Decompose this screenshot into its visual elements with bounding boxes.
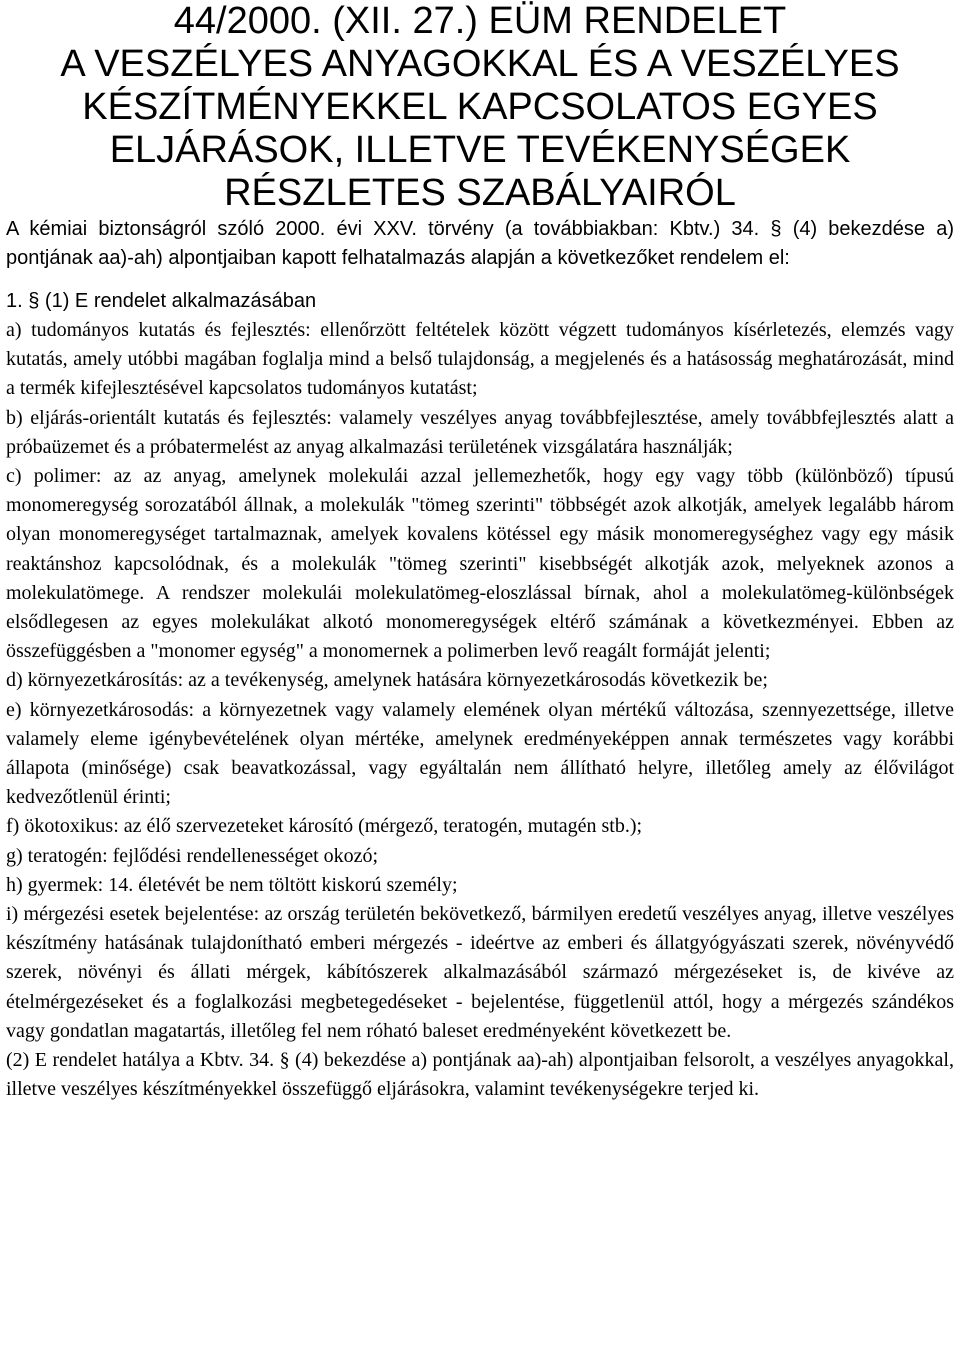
- intro-paragraph: A kémiai biztonságról szóló 2000. évi XXV. törvény (a továbbiakban: Kbtv.) 34. § (4) bekezdése a) pontjának aa)-ah) alpontjaiban kapott felhatalmazás alapján a következőket rendelem el:: [6, 218, 954, 269]
- section-1: [6, 287, 954, 1104]
- definition-item-g: g) teratogén: fejlődési rendellenességet okozó;: [6, 844, 379, 867]
- title-line: KÉSZÍTMÉNYEKKEL KAPCSOLATOS EGYES: [82, 86, 878, 128]
- definition-item-e: e) környezetkárosodás: a környezetnek vagy valamely elemének olyan mértékű változása, szennyezettsége, illetve valamely eleme igénybevételének olyan mértéke, amelynek eredményeképpen annak természetes vagy korábbi állapota (minősége) csak beavatkozással, vagy egyáltalán nem állítható helyre, illetőleg amely az élővilágot kedvezőtlenül érinti;: [6, 698, 954, 809]
- definition-item-c: c) polimer: az az anyag, amelynek molekulái azzal jellemezhetők, hogy egy vagy több (különböző) típusú monomeregység sorozatából állnak, a molekulák "tömeg szerinti" többségét azok alkotják, amelyek legalább három olyan monomeregységet tartalmaznak, amelyek kovalens kötéssel egy másik monomeregységhez vagy egy másik reaktánshoz kapcsolódnak, és a molekulák "tömeg szerinti" kisebbségét alkotják azok, melyeknek azonos a molekulatömege. A rendszer molekulái molekulatömeg-eloszlással bírnak, ahol a molekulatömeg-különbségek elsődlegesen az egyes molekulákat alkotó monomeregységek eltérő számának a következményei. Ebben az összefüggésben a "monomer egység" a monomernek a polimerben levő reagált formáját jelenti;: [6, 465, 954, 663]
- definition-item-d: d) környezetkárosítás: az a tevékenység, amelynek hatására környezetkárosodás következik be;: [6, 669, 768, 692]
- document-title: [6, 0, 954, 215]
- subsection-2: (2) E rendelet hatálya a Kbtv. 34. § (4) bekezdése a) pontjának aa)-ah) alpontjaiban felsorolt, a veszélyes anyagokkal, illetve veszélyes készítményekkel összefüggő eljárásokra, valamint tevékenységekre terjed ki.: [6, 1049, 954, 1101]
- definition-item-a: a) tudományos kutatás és fejlesztés: ellenőrzött feltételek között végzett tudományos kísérletezés, elemzés vagy kutatás, amely utóbbi magában foglalja mind a belső tulajdonság, a megjelenés és a hatásosság meghatározását, mind a termék kifejlesztésével kapcsolatos tudományos kutatást;: [6, 319, 954, 400]
- title-line: ELJÁRÁSOK, ILLETVE TEVÉKENYSÉGEK: [109, 129, 851, 171]
- title-line: A VESZÉLYES ANYAGOKKAL ÉS A VESZÉLYES: [60, 43, 900, 85]
- definition-item-i: i) mérgezési esetek bejelentése: az ország területén bekövetkező, bármilyen eredetű veszélyes anyag, illetve veszélyes készítmény hatásának tulajdonítható emberi mérgezés - ideértve az emberi és állatgyógyászati szerek, növényvédő szerek, növényi és állati mérgek, kábítószerek alkalmazásából származó mérgezéseket is, de kivéve az ételmérgezéseket és a foglalkozási megbetegedéseket - bejelentése, függetlenül attól, hogy a mérgezés szándékos vagy gondatlan magatartás, illetőleg fel nem róható baleset eredményeként következett be.: [6, 903, 954, 1042]
- section-heading: 1. § (1) E rendelet alkalmazásában: [6, 290, 317, 312]
- title-line: 44/2000. (XII. 27.) EÜM RENDELET: [173, 0, 787, 42]
- definition-item-b: b) eljárás-orientált kutatás és fejlesztés: valamely veszélyes anyag továbbfejlesztése, amely továbbfejlesztés alatt a próbaüzemet és a próbatermelést az anyag alkalmazási területének vizsgálatára használják;: [6, 406, 954, 458]
- title-line: RÉSZLETES SZABÁLYAIRÓL: [224, 172, 736, 214]
- definition-item-h: h) gyermek: 14. életévét be nem töltött kiskorú személy;: [6, 873, 458, 896]
- definition-item-f: f) ökotoxikus: az élő szervezeteket károsító (mérgező, teratogén, mutagén stb.);: [6, 815, 643, 838]
